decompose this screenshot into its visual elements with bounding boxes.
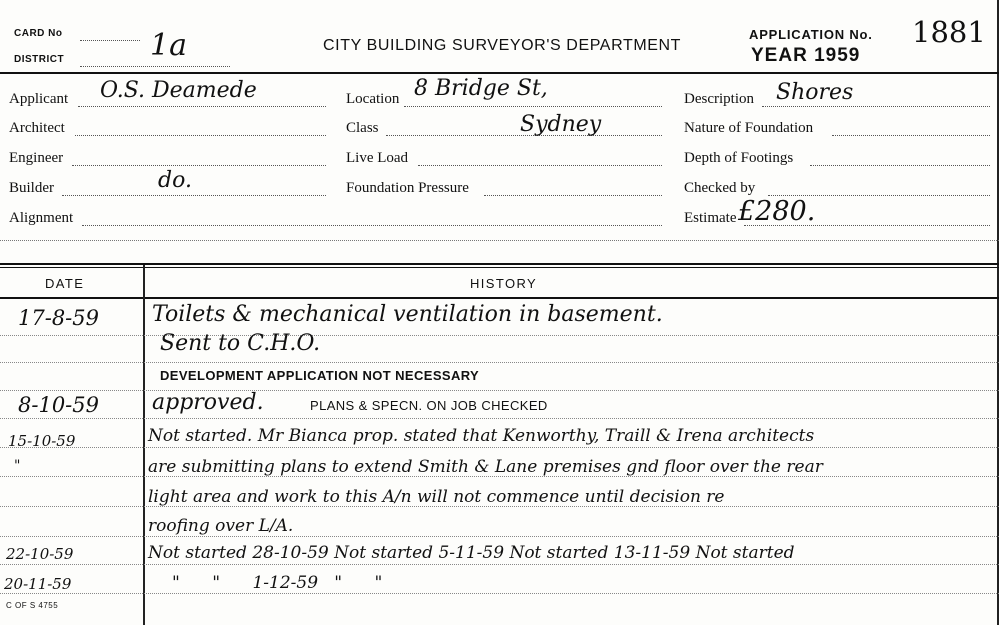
nature-of-foundation-label: Nature of Foundation: [684, 120, 814, 136]
history-date: 8-10-59: [18, 393, 99, 417]
history-text: are submitting plans to extend Smith & Lane premises gnd floor over the rear: [148, 457, 823, 477]
live-load-label: Live Load: [346, 150, 409, 166]
live-load-dots: [418, 165, 662, 166]
history-text: roofing over L/A.: [148, 516, 294, 536]
engineer-label: Engineer: [9, 150, 64, 166]
history-column-header: HISTORY: [470, 276, 538, 291]
architect-dots: [75, 135, 326, 136]
history-text: Not started. Mr Bianca prop. stated that Kenworthy, Traill & Irena architects: [148, 426, 815, 446]
depth-of-footings-dots: [810, 165, 990, 166]
history-row-line: [0, 418, 999, 419]
history-text: Not started 28-10-59 Not started 5-11-59 Not started 13-11-59 Not started: [148, 543, 795, 563]
district-label: DISTRICT: [14, 54, 65, 65]
history-row-line: [0, 362, 999, 363]
date-column-divider: [143, 265, 145, 625]
foundation-pressure-dots: [484, 195, 662, 196]
history-date: ": [14, 458, 21, 474]
history-text: Toilets & mechanical ventilation in basement.: [152, 302, 663, 327]
history-row-line: [0, 447, 999, 448]
class-value: Sydney: [520, 112, 602, 137]
description-dots: [762, 106, 990, 107]
plans-checked-stamp: PLANS & SPECN. ON JOB CHECKED: [310, 398, 548, 413]
class-label: Class: [346, 120, 379, 136]
description-label: Description: [684, 91, 754, 107]
date-column-header: DATE: [45, 276, 85, 291]
fields-bottom-dots: [0, 240, 999, 241]
engineer-dots: [72, 165, 326, 166]
builder-dots: [62, 195, 326, 196]
builder-label: Builder: [9, 180, 54, 196]
foundation-pressure-label: Foundation Pressure: [346, 180, 469, 196]
history-date: 15-10-59: [8, 432, 76, 450]
applicant-label: Applicant: [9, 91, 69, 107]
development-stamp: DEVELOPMENT APPLICATION NOT NECESSARY: [160, 368, 480, 383]
checked-by-label: Checked by: [684, 180, 756, 196]
history-date: 20-11-59: [4, 575, 72, 593]
year-label: YEAR 1959: [751, 45, 861, 66]
history-row-line: [0, 335, 999, 336]
history-text: light area and work to this A/n will not commence until decision re: [148, 487, 725, 507]
applicant-value: O.S. Deamede: [100, 78, 257, 103]
district-dots: [80, 66, 230, 67]
history-text: approved.: [152, 390, 264, 415]
header-rule: [0, 72, 999, 74]
estimate-label: Estimate: [684, 210, 737, 226]
history-text: Sent to C.H.O.: [160, 331, 321, 356]
history-date: 17-8-59: [18, 306, 99, 330]
history-row-line: [0, 564, 999, 565]
description-value: Shores: [776, 80, 854, 105]
application-no-value: 1881: [912, 15, 986, 49]
nature-of-foundation-dots: [832, 135, 990, 136]
history-header-rule: [0, 297, 999, 299]
alignment-label: Alignment: [9, 210, 74, 226]
location-label: Location: [346, 91, 400, 107]
applicant-dots: [78, 106, 326, 107]
history-row-line: [0, 536, 999, 537]
district-value: 1a: [150, 28, 187, 63]
depth-of-footings-label: Depth of Footings: [684, 150, 794, 166]
application-no-label: APPLICATION No.: [749, 27, 873, 42]
card-no-dots: [80, 40, 140, 41]
card-no-label: CARD No: [14, 28, 63, 39]
history-row-line: [0, 593, 999, 594]
history-text: " " 1-12-59 " ": [172, 573, 383, 593]
estimate-value: £280.: [738, 196, 816, 227]
alignment-dots: [82, 225, 662, 226]
form-code: C OF S 4755: [6, 601, 59, 610]
history-row-line: [0, 390, 999, 391]
department-title: CITY BUILDING SURVEYOR'S DEPARTMENT: [323, 37, 682, 54]
location-dots: [404, 106, 662, 107]
location-value: 8 Bridge St,: [414, 76, 548, 101]
builder-value: do.: [158, 168, 192, 193]
history-top-rule-1: [0, 263, 999, 265]
architect-label: Architect: [9, 120, 65, 136]
history-date: 22-10-59: [6, 545, 74, 563]
history-top-rule-2: [0, 267, 999, 268]
